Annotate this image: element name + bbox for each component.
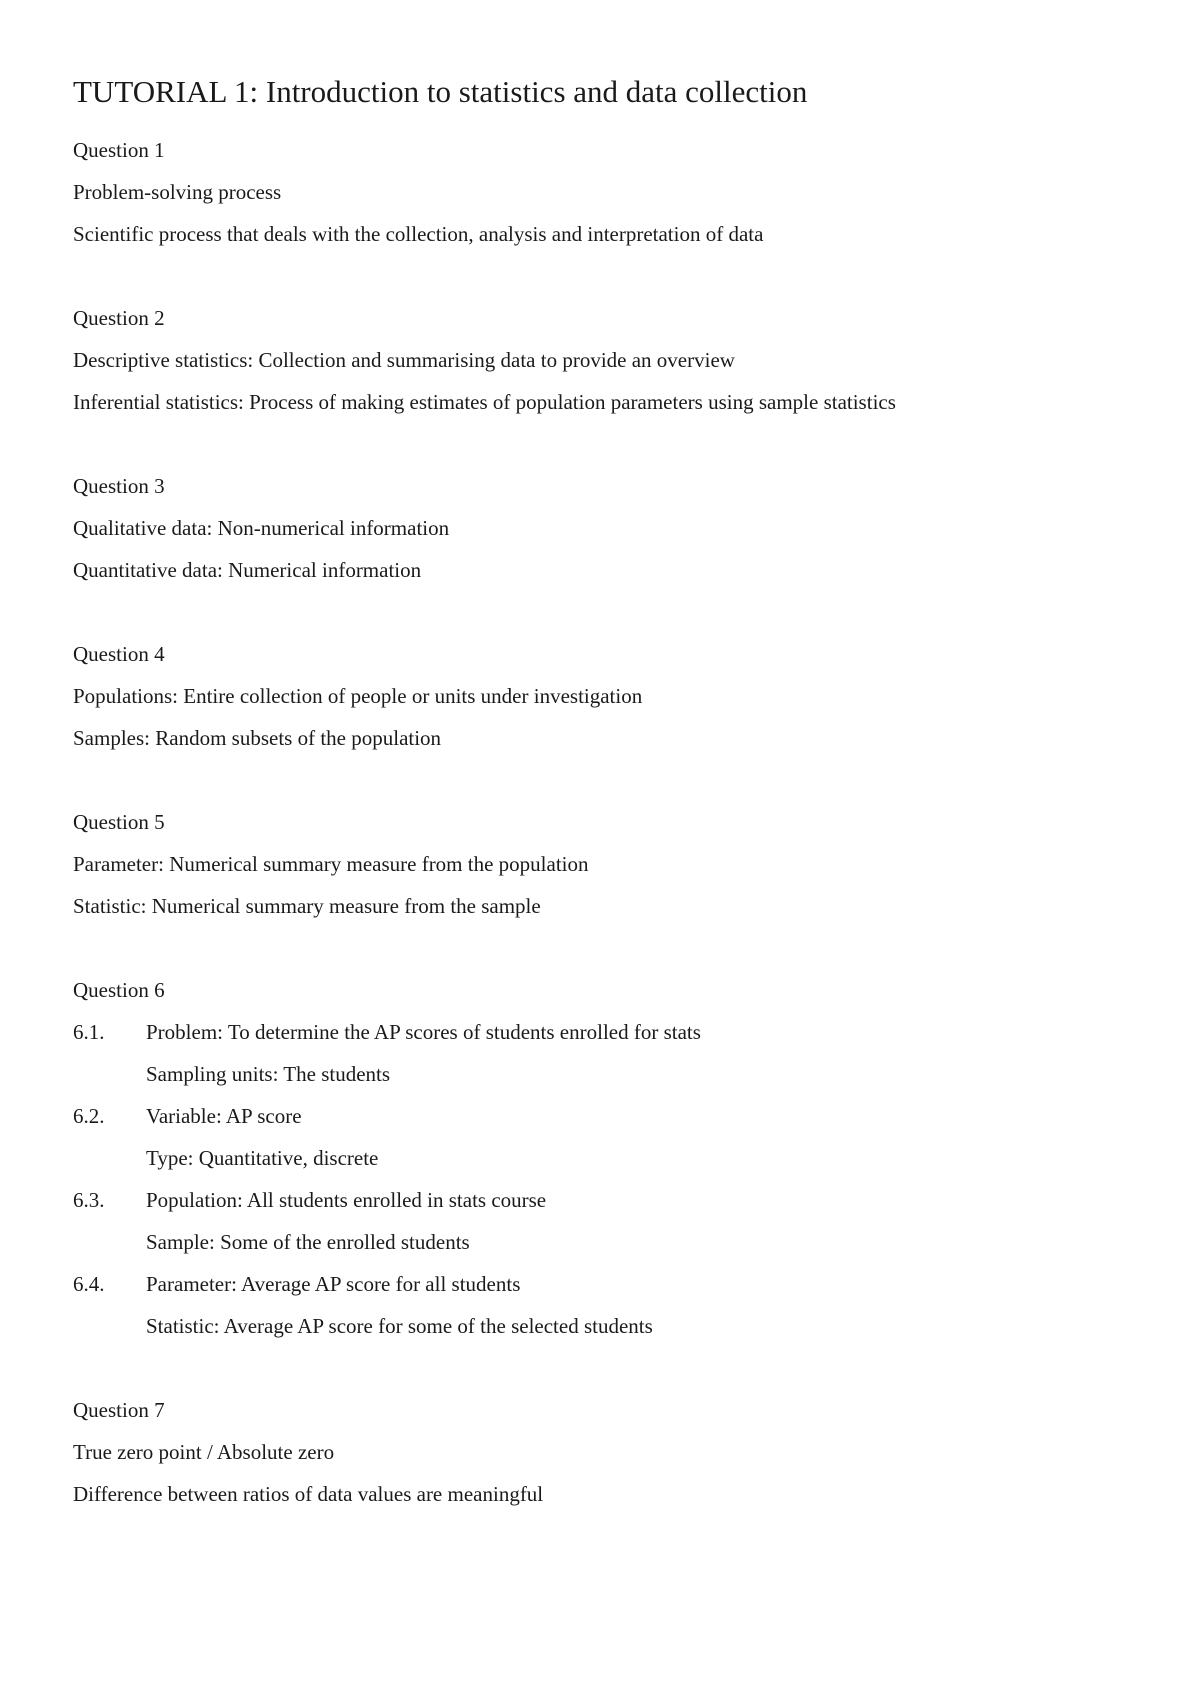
question-heading: Question 6	[73, 978, 165, 1002]
answer-line: Quantitative data: Numerical information	[73, 558, 422, 582]
question-3	[73, 465, 1133, 591]
sub-question-6-3	[73, 1179, 1133, 1221]
sub-question-6-4	[73, 1263, 1133, 1305]
question-1	[73, 129, 1133, 255]
page-title: TUTORIAL 1: Introduction to statistics and data collection	[73, 74, 808, 109]
sub-question-6-3-continued	[73, 1221, 1133, 1263]
answer-line: Parameter: Average AP score for all students	[146, 1272, 521, 1296]
indent	[73, 1053, 146, 1095]
spacer	[73, 1347, 1133, 1389]
question-heading: Question 3	[73, 474, 165, 498]
answer-line: Difference between ratios of data values are meaningful	[73, 1482, 544, 1506]
sub-question-6-4-continued	[73, 1305, 1133, 1347]
answer-line: Population: All students enrolled in stats course	[146, 1188, 547, 1212]
answer-line: Samples: Random subsets of the population	[73, 726, 442, 750]
question-5	[73, 801, 1133, 927]
question-heading: Question 2	[73, 306, 165, 330]
sub-question-6-1-continued	[73, 1053, 1133, 1095]
answer-line: Descriptive statistics: Collection and summarising data to provide an overview	[73, 348, 735, 372]
indent	[73, 1221, 146, 1263]
answer-line: Statistic: Numerical summary measure from the sample	[73, 894, 541, 918]
answer-line: Inferential statistics: Process of making estimates of population parameters using sample statistics	[73, 390, 896, 414]
sub-question-6-2	[73, 1095, 1133, 1137]
sub-question-number: 6.2.	[73, 1104, 105, 1128]
answer-line: Sampling units: The students	[146, 1062, 391, 1086]
sub-question-number: 6.1.	[73, 1020, 105, 1044]
spacer	[73, 423, 1133, 465]
answer-line: Parameter: Numerical summary measure from the population	[73, 852, 589, 876]
question-6	[73, 969, 1133, 1347]
spacer	[73, 591, 1133, 633]
document-page	[73, 70, 1133, 1515]
answer-line: Qualitative data: Non-numerical information	[73, 516, 450, 540]
question-4	[73, 633, 1133, 759]
question-heading: Question 7	[73, 1398, 165, 1422]
answer-line: True zero point / Absolute zero	[73, 1440, 335, 1464]
question-heading: Question 4	[73, 642, 165, 666]
question-heading: Question 5	[73, 810, 165, 834]
answer-line: Scientific process that deals with the collection, analysis and interpretation of data	[73, 222, 764, 246]
answer-line: Variable: AP score	[146, 1104, 302, 1128]
indent	[73, 1305, 146, 1347]
question-heading: Question 1	[73, 138, 165, 162]
sub-question-6-2-continued	[73, 1137, 1133, 1179]
spacer	[73, 255, 1133, 297]
spacer	[73, 759, 1133, 801]
question-7	[73, 1389, 1133, 1515]
indent	[73, 1137, 146, 1179]
answer-line: Type: Quantitative, discrete	[146, 1146, 379, 1170]
answer-line: Populations: Entire collection of people or units under investigation	[73, 684, 643, 708]
sub-question-number: 6.3.	[73, 1188, 105, 1212]
spacer	[73, 927, 1133, 969]
answer-line: Problem: To determine the AP scores of students enrolled for stats	[146, 1020, 701, 1044]
answer-line: Sample: Some of the enrolled students	[146, 1230, 470, 1254]
question-2	[73, 297, 1133, 423]
sub-question-number: 6.4.	[73, 1272, 105, 1296]
answer-line: Problem-solving process	[73, 180, 282, 204]
answer-line: Statistic: Average AP score for some of the selected students	[146, 1314, 653, 1338]
sub-question-6-1	[73, 1011, 1133, 1053]
